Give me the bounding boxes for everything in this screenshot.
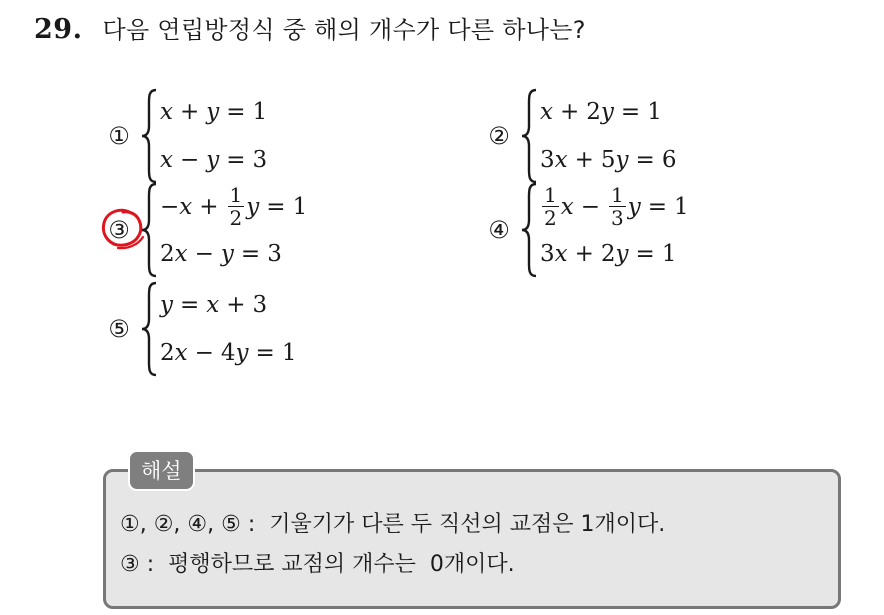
choice-number: ⑤ [108, 315, 130, 343]
question-header [34, 10, 586, 45]
equation: − x + $\frac{1}{2}$ y = 1 [160, 183, 308, 230]
equation-system [540, 184, 689, 276]
fraction: $\frac{1}{2}$ [229, 183, 243, 230]
question-number: 29. [34, 14, 83, 45]
choice-4[interactable] [478, 182, 689, 278]
equation-system [160, 90, 267, 182]
answer-mark-icon [98, 203, 148, 253]
equation-system [160, 283, 296, 375]
choice-2[interactable] [478, 88, 676, 184]
solution-line-2: ③ : 평행하므로 교점의 개수는 0개이다. [120, 552, 515, 577]
equation: y = x + 3 [160, 292, 268, 318]
equation: x + 2 y = 1 [540, 99, 662, 125]
choice-number: ② [488, 122, 510, 150]
equation: x + y = 1 [160, 99, 268, 125]
equation: 2 x − y = 3 [160, 241, 282, 267]
choice-5[interactable] [98, 281, 296, 377]
question-text: 다음 연립방정식 중 해의 개수가 다른 하나는? [102, 16, 586, 44]
choice-1[interactable] [98, 88, 267, 184]
left-brace-icon [140, 88, 158, 184]
choice-number: ① [108, 122, 130, 150]
solution-line-1: ①, ②, ④, ⑤ : 기울기가 다른 두 직선의 교점은 1개이다. [120, 512, 666, 537]
equation: 3 x + 5 y = 6 [540, 147, 677, 173]
left-brace-icon [520, 182, 538, 278]
left-brace-icon [520, 88, 538, 184]
solution-box [103, 469, 841, 609]
fraction: $\frac{1}{3}$ [611, 183, 624, 230]
fraction: $\frac{1}{2}$ [544, 183, 557, 230]
left-brace-icon [140, 281, 158, 377]
choice-3[interactable] [98, 182, 307, 278]
solution-tag: 해설 [128, 450, 195, 491]
choice-number: ③ [98, 216, 140, 244]
equation: $\frac{1}{2}$ x − $\frac{1}{3}$ y = 1 [544, 183, 689, 230]
equation: 2 x − 4 y = 1 [160, 340, 297, 366]
equation: x − y = 3 [160, 147, 268, 173]
equation-system [160, 184, 307, 276]
choice-number: ④ [488, 216, 510, 244]
equation-system [540, 90, 676, 182]
equation: 3 x + 2 y = 1 [540, 241, 677, 267]
